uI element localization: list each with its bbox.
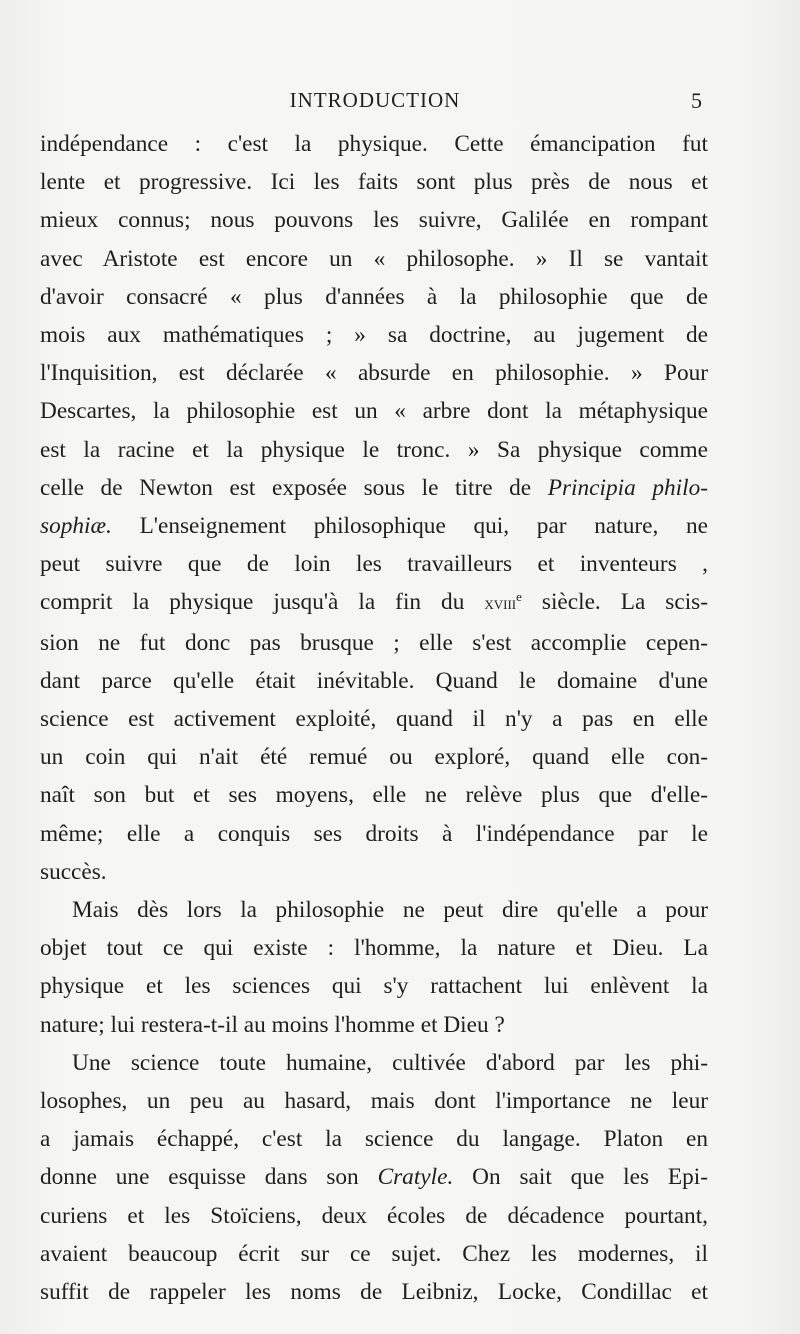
text-line: Une science toute humaine, cultivée d'abord par les phi- xyxy=(72,1049,708,1076)
text-segment: donne une esquisse dans son xyxy=(40,1164,378,1191)
text-line: a jamais échappé, c'est la science du langage. Platon en xyxy=(40,1126,708,1153)
body-text xyxy=(40,125,708,1311)
text-line xyxy=(40,1158,708,1196)
running-head: INTRODUCTION xyxy=(289,88,461,112)
page-number: 5 xyxy=(691,88,702,113)
text-line: sion ne fut donc pas brusque ; elle s'est accomplie cepen- xyxy=(40,629,708,656)
text-line: naît son but et ses moyens, elle ne relève plus que d'elle- xyxy=(40,782,708,809)
text-line: d'avoir consacré « plus d'années à la philosophie que de xyxy=(40,283,708,310)
text-line: l'Inquisition, est déclarée « absurde en philosophie. » Pour xyxy=(40,360,708,387)
italic-title: Cratyle. xyxy=(377,1164,454,1191)
text-line: peut suivre que de loin les travailleurs et inventeurs , xyxy=(40,551,708,578)
text-segment: On sait que les Epi- xyxy=(453,1164,708,1191)
text-line: science est activement exploité, quand il n'y a pas en elle xyxy=(40,706,708,733)
text-segment: L'enseignement philosophique qui, par nature, ne xyxy=(111,513,708,540)
text-line: suffit de rappeler les noms de Leibniz, Locke, Condillac et xyxy=(40,1279,708,1306)
text-line: losophes, un peu au hasard, mais dont l'importance ne leur xyxy=(40,1088,708,1115)
text-line xyxy=(40,507,708,545)
text-line: mieux connus; nous pouvons les suivre, Galilée en rompant xyxy=(40,207,708,234)
text-line: lente et progressive. Ici les faits sont plus près de nous et xyxy=(40,169,708,196)
text-line: objet tout ce qui existe : l'homme, la nature et Dieu. La xyxy=(40,935,708,962)
text-line: Mais dès lors la philosophie ne peut dire qu'elle a pour xyxy=(72,897,708,924)
text-line: nature; lui restera-t-il au moins l'homme et Dieu ? xyxy=(40,1011,505,1038)
text-line: est la racine et la physique le tronc. » Sa physique comme xyxy=(40,436,708,463)
text-line: mois aux mathématiques ; » sa doctrine, au jugement de xyxy=(40,322,708,349)
italic-title: Principia philo- xyxy=(547,474,708,501)
text-line xyxy=(40,583,708,623)
text-line: avec Aristote est encore un « philosophe. » Il se vantait xyxy=(40,245,708,272)
text-line: même; elle a conquis ses droits à l'indépendance par le xyxy=(40,820,708,847)
superscript: e xyxy=(516,589,522,605)
text-line: dant parce qu'elle était inévitable. Quand le domaine d'une xyxy=(40,667,708,694)
text-line: curiens et les Stoïciens, deux écoles de décadence pourtant, xyxy=(40,1202,708,1229)
century-numeral: xviii xyxy=(484,593,517,615)
text-segment: celle de Newton est exposée sous le titre de xyxy=(40,474,548,501)
text-line: avaient beaucoup écrit sur ce sujet. Chez les modernes, il xyxy=(40,1240,708,1267)
text-line: indépendance : c'est la physique. Cette émancipation fut xyxy=(40,131,708,157)
text-segment: siècle. La scis- xyxy=(521,589,708,616)
text-line: un coin qui n'ait été remué ou exploré, quand elle con- xyxy=(40,744,708,771)
text-line xyxy=(40,469,708,507)
text-line: succès. xyxy=(40,858,107,885)
text-line: physique et les sciences qui s'y rattachent lui enlèvent la xyxy=(40,973,708,1000)
text-line: Descartes, la philosophie est un « arbre dont la métaphysique xyxy=(40,398,708,425)
page-header xyxy=(40,84,710,118)
text-segment: comprit la physique jusqu'à la fin du xyxy=(40,589,485,616)
italic-title: sophiæ. xyxy=(40,513,112,540)
